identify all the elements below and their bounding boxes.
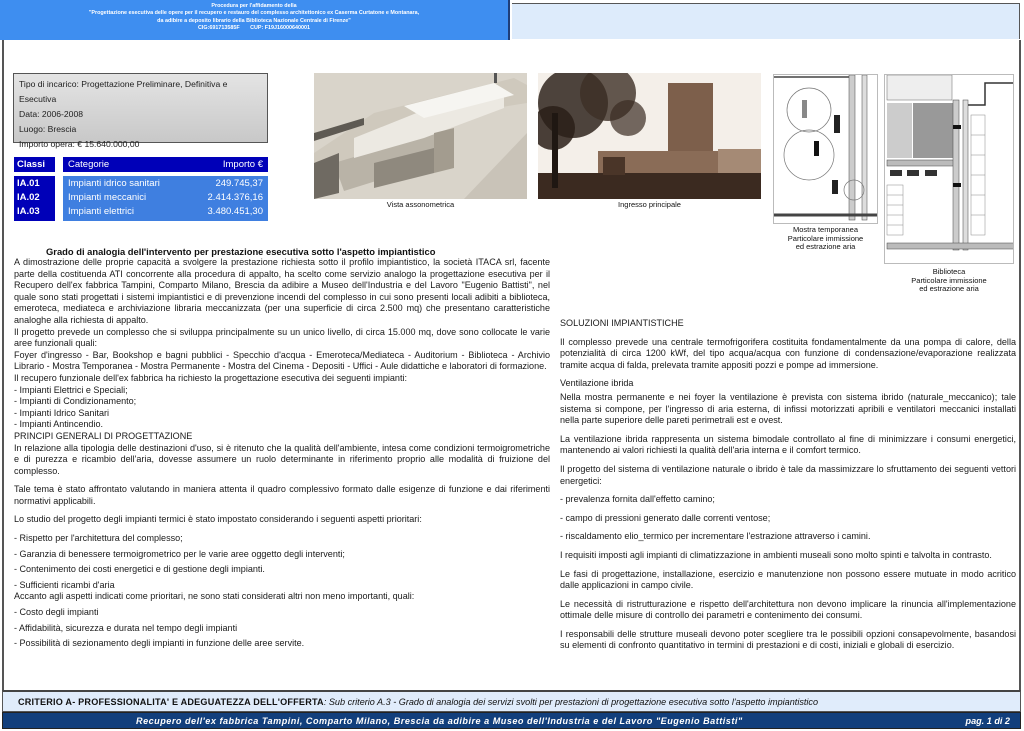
classe-cell: IA.02 [17,192,40,203]
paragraph: I requisiti imposti agli impianti di climatizzazione in ambienti museali sono molto spinti e talvolta in contrasto. [560,549,992,560]
classe-cell: IA.03 [17,206,40,217]
list-item: - campo di pressioni generato dalle correnti ventose; [560,512,771,523]
classi-column [14,176,55,221]
list-item: - Possibilità di sezionamento degli impianti in funzione delle aree servite. [14,638,305,649]
paragraph: I responsabili delle strutture museali devono poter scegliere tra le possibili opzioni consapevolmente, basandosi su elementi di confronto quantitativo in termini di prestazioni e di costi, iniziali e globali di esercizio. [560,628,1016,651]
header-line-1: Procedura per l'affidamento della [211,3,297,9]
categoria-cell: Impianti elettrici [68,206,134,217]
subheading: Ventilazione ibrida [560,378,634,389]
paragraph: Nella mostra permanente e nei foyer la ventilazione è prevista con sistema ibrido (naturale_meccanico); tale sistema si compone, per l'ingresso di aria esterna, di infissi motorizzati apribili e ventilatori meccanici installati nella parte superiore delle pareti perimetrali est e ovest. [560,391,1016,426]
header-blank-panel [512,3,1020,39]
info-importo: Importo opera: € 15.640.000,00 [19,139,140,149]
list-item: - Impianti di Condizionamento; [14,396,137,407]
table-row [68,177,263,191]
right-text-column [560,318,1016,659]
categorie-header [63,157,268,172]
page-number: pag. 1 di 2 [965,716,1010,726]
paragraph: Il progetto prevede un complesso che si sviluppa principalmente su un unico livello, di circa 15.000 mq, dove sono collocate le varie aree funzionali quali: [14,326,550,349]
categorie-column [63,176,268,221]
list-item: - Affidabilità, sicurezza e durata nel tempo degli impianti [14,622,238,633]
subheading: SOLUZIONI IMPIANTISTICHE [560,318,684,328]
list-item: - Impianti Antincendio. [14,419,104,430]
table-row [68,191,263,205]
procedure-header [0,0,510,40]
mostra-caption-line: Mostra temporanea [792,225,859,234]
importo-label: Importo € [222,159,263,170]
list-item: - prevalenza fornita dall'effetto camino; [560,494,715,505]
cup-code: CUP: F19J16000640001 [250,24,311,31]
categoria-cell: Impianti idrico sanitari [68,178,160,189]
criterio-subtitle: : Sub criterio A.3 - Grado di analogia dei servizi svolti per prestazioni di progettazione esecutiva sotto l'aspetto impiantistico [323,697,819,707]
paragraph: Accanto agli aspetti indicati come prioritari, ne sono stati considerati altri non meno importanti, quali: [14,591,415,602]
project-info-box [13,73,268,149]
importo-cell: 2.414.376,16 [207,192,263,203]
paragraph: Le necessità di ristrutturazione e rispetto dell'architettura non devono implicare la rinuncia all'implementazione ottimale delle misure di controllo dei parametri e contenimento dei consumi. [560,598,1016,621]
list-item: - Sufficienti ricambi d'aria [14,579,115,590]
biblioteca-caption [884,268,1014,294]
info-tipo: Tipo di incarico: Progettazione Preliminare, Definitiva e Esecutiva [19,79,228,104]
mostra-caption-line: Particolare immissione [787,233,864,243]
list-item: - Costo degli impianti [14,607,99,618]
classi-header: Classi [14,157,55,172]
categorie-label: Categorie [68,159,110,170]
list-item: - Contenimento dei costi energetici e di gestione degli impianti. [14,564,265,575]
biblioteca-caption-line: Biblioteca [932,267,966,276]
importo-cell: 3.480.451,30 [207,206,263,217]
criterio-title: CRITERIO A- PROFESSIONALITA' E ADEGUATEZZA DELL'OFFERTA [18,697,324,707]
paragraph: La ventilazione ibrida rappresenta un sistema bimodale controllato al fine di minimizzare i consumi energetici, mantenendo ai valori richiesti la qualità dell'aria interna e il comfort termico. [560,433,1016,456]
project-title: Recupero dell'ex fabbrica Tampini, Comparto Milano, Brescia da adibire a Museo dell'Industria e del Lavoro "Eugenio Battisti" [136,716,743,726]
mostra-caption [773,226,878,252]
subheading: PRINCIPI GENERALI DI PROGETTAZIONE [14,430,193,441]
criterio-bar [2,690,1021,712]
header-codes [0,25,508,32]
project-footer-bar [2,712,1021,729]
mostra-caption-line: ed estrazione aria [795,242,856,251]
list-item: - riscaldamento elio_termico per incrementare l'estrazione attraverso i camini. [560,531,871,542]
header-line-2: "Progettazione esecutiva delle opere per il recupero e restauro del complesso architettonico ex Caserma Curtatone e Montanara, [88,10,420,17]
table-row [68,205,263,219]
paragraph: Il progetto del sistema di ventilazione naturale o ibrido è tale da massimizzare lo sfruttamento dei seguenti vettori energetici: [560,463,1016,486]
importo-cell: 249.745,37 [215,178,263,189]
main-entrance-image [538,73,761,199]
paragraph: A dimostrazione delle proprie capacità a svolgere la prestazione richiesta sotto il profilo impiantistico, la società ITACA srl, facente parte della costituenda ATI concorrente alla procedura di appalto, ha scelto come servizio analogo la progettazione esecutiva per il Recupero dell'ex fabbrica Tampini, Comparto Milano, Brescia da adibire a Museo dell'Industria e del Lavoro "Eugenio Battisti", nel quale sono stati progettati i sistemi impiantistici e di prevenzione incendi del complesso in cui sono presenti locali adibiti a biblioteca, emeroteca, mediateca e archiviazione libraria meccanizzata (per una superficie di circa 2.500 mq) che presentano caratteristiche analoghe alla richiesta di appalto. [14,257,550,325]
list-item: - Impianti Elettrici e Speciali; [14,384,128,395]
cig-code: CIG:691713585F [197,24,240,31]
header-line-3: da adibire a deposito librario della Biblioteca Nazionale Centrale di Firenze" [157,17,351,24]
paragraph: Foyer d'ingresso - Bar, Bookshop e bagni pubblici - Specchio d'acqua - Emeroteca/Mediateca - Auditorium - Biblioteca - Archivio Librario - Mostra Temporanea - Mostra Permanente - Mostra del Cinema - Depositi - Uffici - Aule didattiche e laboratori di formazione. [14,349,550,372]
section-title: Grado di analogia dell'intervento per prestazione esecutiva sotto l'aspetto impiantistico [46,246,436,257]
paragraph: Lo studio del progetto degli impianti termici è stato impostato considerando i seguenti aspetti prioritari: [14,514,422,525]
biblioteca-drawing [884,74,1014,264]
entrance-caption: Ingresso principale [618,200,681,209]
paragraph: Tale tema è stato affrontato valutando in maniera attenta il quadro complessivo formato dalle esigenze di funzione e dai riferimenti normativi applicabili. [14,484,550,506]
paragraph: Il complesso prevede una centrale termofrigorifera costituita fondamentalmente da una pompa di calore, della potenzialità di circa 1200 kWf, del tipo acqua/acqua con funzione di condensazione/evaporazione realizzata tramite acqua di falda, prelevata tramite appositi pozzi e pompe ad immersione. [560,336,1016,370]
classe-cell: IA.01 [17,178,40,189]
left-text-column [14,257,550,650]
info-luogo: Luogo: Brescia [19,124,77,134]
paragraph: Il recupero funzionale dell'ex fabbrica ha richiesto la progettazione esecutiva dei seguenti impianti: [14,372,407,383]
info-data: Data: 2006-2008 [19,109,84,119]
list-item: - Rispetto per l'architettura del complesso; [14,533,183,544]
categoria-cell: Impianti meccanici [68,192,147,203]
biblioteca-caption-line: ed estrazione aria [919,284,979,293]
list-item: - Garanzia di benessere termoigrometrico per le varie aree oggetto degli interventi; [14,548,345,559]
axonometric-caption: Vista assonometrica [386,200,455,209]
mostra-temporanea-drawing [773,74,878,224]
paragraph: In relazione alla tipologia delle destinazioni d'uso, si è ritenuto che la qualità dell'ambiente, intesa come condizioni termoigrometriche e di purezza e ricambio dell'aria, dovesse assumere un ruolo determinante in riferimento proprio alle modalità di fruizione del complesso. [14,442,550,476]
paragraph: Le fasi di progettazione, installazione, esercizio e manutenzione non possono essere mutuate in modo acritico dalle applicazioni in campo civile. [560,568,1016,591]
list-item: - Impianti Idrico Sanitari [14,407,110,418]
biblioteca-caption-line: Particolare immissione [911,275,987,285]
axonometric-view-image [314,73,527,199]
